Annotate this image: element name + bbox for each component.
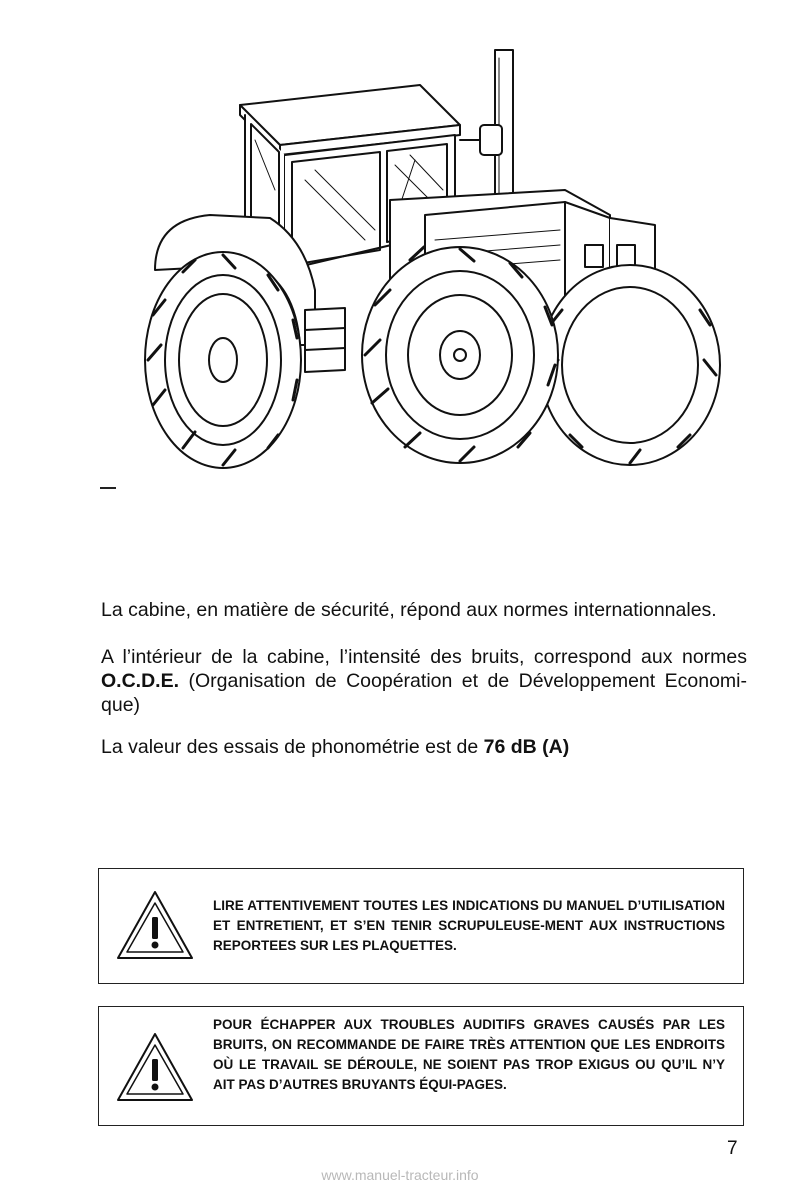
- footer-watermark-url: www.manuel-tracteur.info: [321, 1167, 479, 1183]
- margin-dash: [100, 487, 116, 489]
- paragraph-cabin-safety: [101, 598, 747, 622]
- phonometry-value: 76 dB (A): [483, 736, 570, 758]
- noise-norms-lead: A l’intérieur de la cabine, l’intensité des bruits, correspond aux normes: [101, 646, 747, 668]
- warning-text-noise: POUR ÉCHAPPER AUX TROUBLES AUDITIFS GRAVES CAUSÉS PAR LES BRUITS, ON RECOMMANDE DE FAIRE TRÈS ATTENTION QUE LES ENDROITS OÙ LE TRAVAIL SE DÉROULE, NE SOIENT PAS TROP EXIGUS OU QU’IL N’Y AIT PAS D’AUTRES BRUYANTS ÉQUI-PAGES.: [213, 1017, 725, 1092]
- page-number: 7: [727, 1138, 738, 1159]
- paragraph-cabin-safety-text: La cabine, en matière de sécurité, répond aux normes internationnales.: [101, 599, 717, 621]
- warning-triangle-icon: [115, 1031, 195, 1103]
- warning-box-manual: [98, 868, 744, 984]
- paragraph-noise-norms: [101, 645, 747, 717]
- tractor-illustration: [95, 40, 760, 500]
- ocde-definition: (Organisation de Coopération et de Développement Economi-que): [101, 670, 747, 716]
- warning-text-manual: LIRE ATTENTIVEMENT TOUTES LES INDICATIONS DU MANUEL D’UTILISATION ET ENTRETIENT, ET S’EN TENIR SCRUPULEUSE-MENT AUX INSTRUCTIONS REPORTEES SUR LES PLAQUETTES.: [213, 898, 725, 953]
- warning-triangle-icon: [115, 889, 195, 961]
- warning-box-noise: [98, 1006, 744, 1126]
- ocde-acronym: O.C.D.E.: [101, 670, 180, 692]
- paragraph-phonometry: [101, 735, 747, 759]
- phonometry-lead: La valeur des essais de phonométrie est de: [101, 736, 479, 758]
